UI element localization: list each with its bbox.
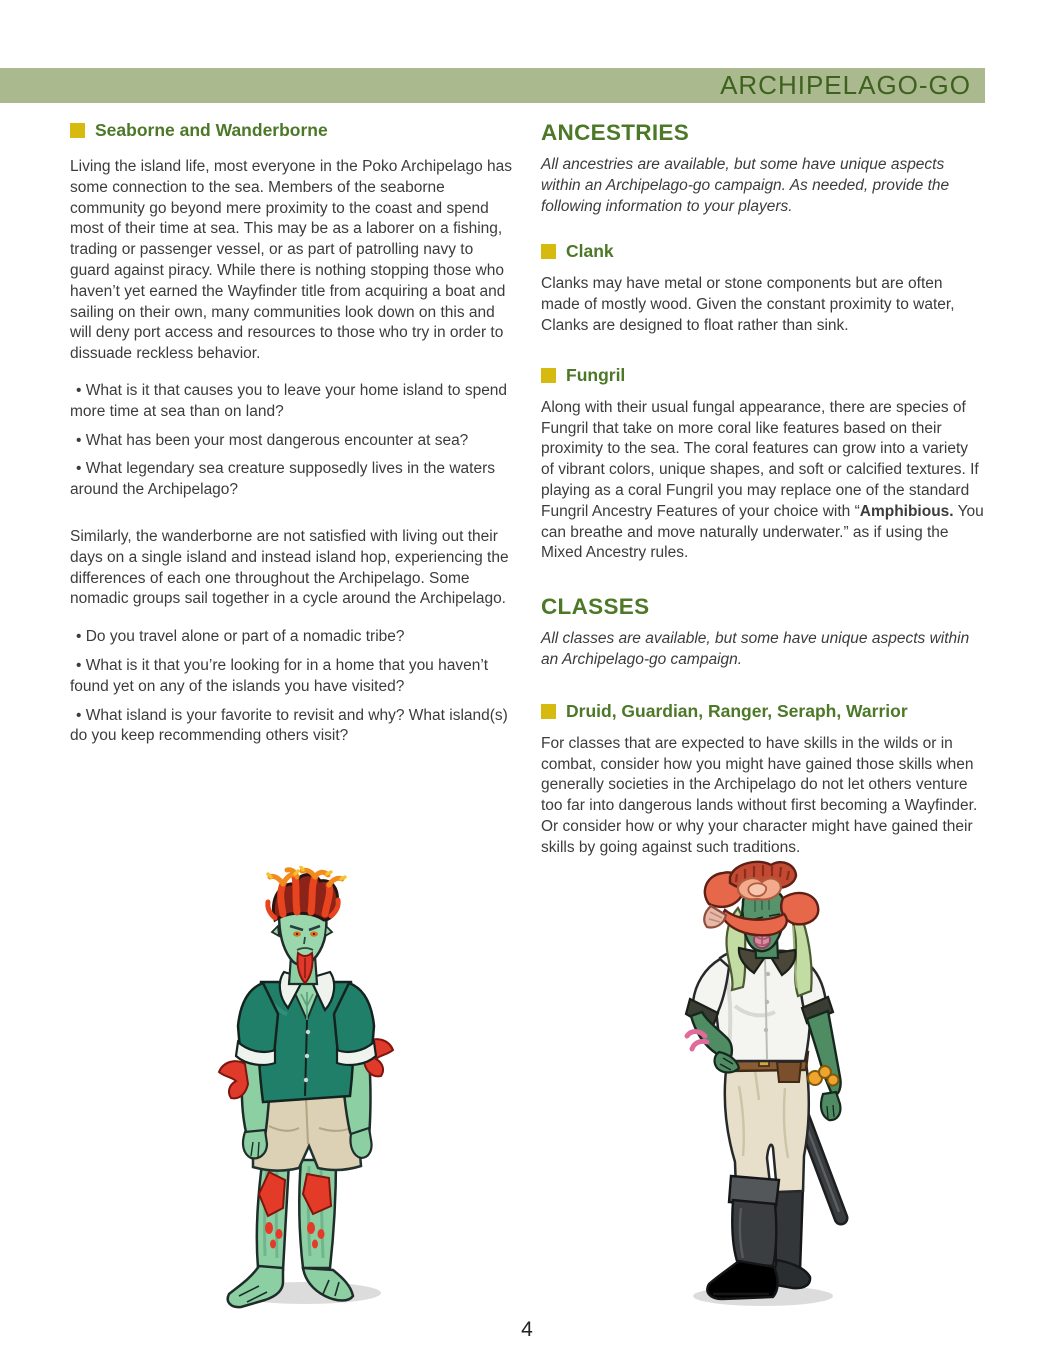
fungril-text-before: Along with their usual fungal appearance, there are species of Fungril that take on more coral like features based on their proximity to the sea. The coral features can grow into a variety of vibrant colors, unique shapes, and soft or calcified textures. If playing as a coral Fungril you may replace one of the standard Fungril Ancestry Features of your choice with “: [541, 398, 979, 520]
coral-fungril-man-illustration: [183, 866, 433, 1316]
fungril-paragraph: [541, 398, 985, 564]
bullet-item: • What has been your most dangerous encounter at sea?: [70, 431, 513, 452]
section-heading-seaborne: [70, 120, 513, 141]
page-number: 4: [521, 1318, 533, 1341]
bullet-item: • What legendary sea creature supposedly lives in the waters around the Archipelago?: [70, 459, 513, 501]
fungril-amphibious-bold: Amphibious.: [859, 502, 954, 520]
section-heading-label: Druid, Guardian, Ranger, Seraph, Warrior: [566, 700, 908, 721]
bullet-item: • What is it that you’re looking for in a home that you haven’t found yet on any of the islands you have visited?: [70, 656, 513, 698]
classes-heading: CLASSES: [541, 594, 650, 620]
page-header-banner: [0, 68, 985, 103]
seaborne-paragraph: Living the island life, most everyone in the Poko Archipelago has some connection to the sea. Members of the seaborne community go beyond mere proximity to the coast and spend most of their time at sea. This may be as a laborer on a fishing, trading or passenger vessel, or as part of patrolling navy to guard against piracy. While there is nothing stopping those who haven’t yet earned the Wayfinder title from acquiring a boat and sailing on their own, many communities look down on this and will deny port access and resources to those who try in order to dissuade reckless behavior.: [70, 158, 513, 363]
section-heading-label: Clank: [566, 241, 614, 262]
section-heading-label: Fungril: [566, 364, 626, 385]
yellow-square-marker-icon: [541, 244, 556, 259]
bullet-item: • What is it that causes you to leave your home island to spend more time at sea than on land?: [70, 381, 513, 423]
wanderborne-paragraph: Similarly, the wanderborne are not satisfied with living out their days on a single island and instead island hop, experiencing the differences of each one throughout the Archipelago. Some nomadic groups sail together in a cycle around the Archipelago.: [70, 527, 509, 608]
wanderborne-questions-list: [70, 627, 513, 747]
flower-fungril-woman-illustration: [643, 856, 898, 1318]
clank-paragraph: Clanks may have metal or stone components but are often made of mostly wood. Given the constant proximity to water, Clanks are designed to float rather than sink.: [541, 275, 955, 334]
classes-paragraph: For classes that are expected to have skills in the wilds or in combat, consider how you might have gained those skills when generally societies in the Archipelago do not let others venture too far into dangerous lands without first becoming a Wayfinder. Or consider how or why your character might have gained their skills by going against such traditions.: [541, 734, 978, 856]
right-column: [541, 120, 985, 876]
bullet-item: • What island is your favorite to revisit and why? What island(s) do you keep recommending others visit?: [70, 706, 513, 748]
seaborne-questions-list: [70, 381, 513, 501]
bullet-item: • Do you travel alone or part of a nomadic tribe?: [70, 627, 513, 648]
section-heading-label: Seaborne and Wanderborne: [95, 120, 328, 140]
section-heading-druid-classes: [541, 701, 985, 722]
classes-intro: All classes are available, but some have unique aspects within an Archipelago-go campaign.: [541, 630, 970, 668]
section-heading-clank: [541, 241, 985, 262]
fungril-text-after: You can breathe and move naturally underwater.” as if using the Mixed Ancestry rules.: [541, 502, 984, 562]
page-title: ARCHIPELAGO-GO: [720, 70, 971, 100]
section-heading-fungril: [541, 365, 985, 386]
ancestries-intro: All ancestries are available, but some have unique aspects within an Archipelago-go campaign. As needed, provide the following information to your players.: [541, 156, 950, 215]
left-column: [70, 120, 513, 773]
yellow-square-marker-icon: [70, 123, 85, 138]
yellow-square-marker-icon: [541, 704, 556, 719]
yellow-square-marker-icon: [541, 368, 556, 383]
ancestries-heading: ANCESTRIES: [541, 120, 690, 145]
